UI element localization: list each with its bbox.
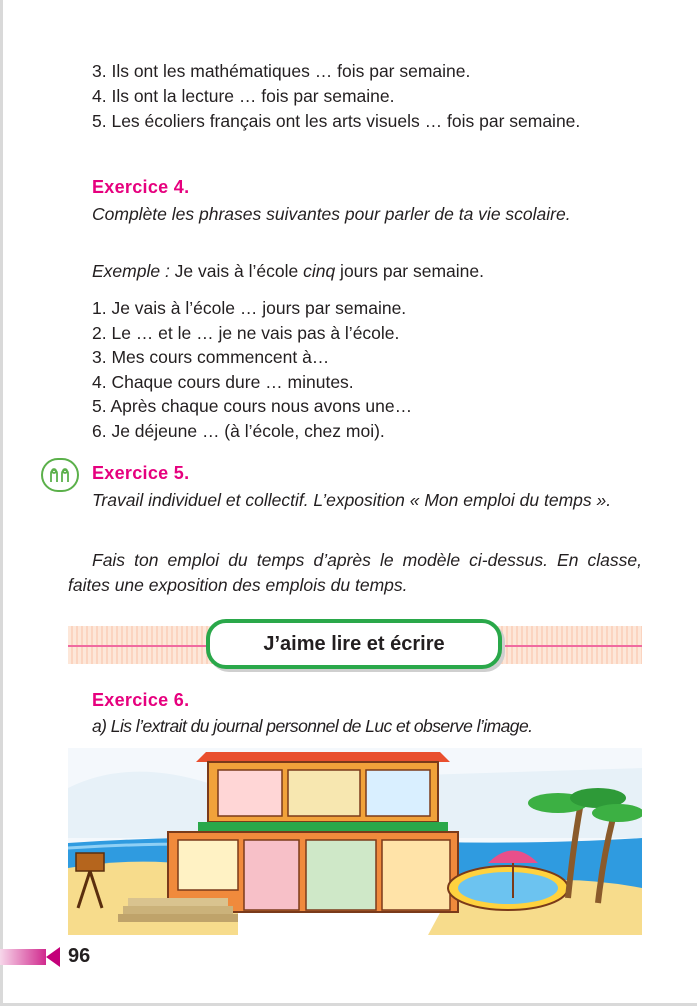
section-title: J’aime lire et écrire — [263, 633, 445, 655]
school-building-illustration — [68, 748, 642, 935]
exercise-6-title: Exercice 6. — [92, 690, 190, 710]
example-label: Exemple : — [92, 261, 170, 281]
list-item: 3. Mes cours commencent à… — [92, 347, 330, 367]
triangle-left-icon — [46, 947, 60, 967]
exercise-4-title: Exercice 4. — [92, 177, 190, 197]
exercise-5-task: Fais ton emploi du temps d’après le modèle ci-dessus. En classe, faites une exposition des emplois du temps. — [68, 550, 642, 595]
exercise-4-example — [68, 259, 642, 284]
list-item: 2. Le … et le … je ne vais pas à l’école. — [92, 322, 400, 343]
exercise-5-instruction: Travail individuel et collectif. L’exposition « Mon emploi du temps ». — [92, 490, 612, 510]
exercise-4-instruction: Complète les phrases suivantes pour parler de ta vie scolaire. — [92, 204, 571, 224]
exercise-5-title: Exercice 5. — [92, 463, 190, 483]
exercise-6-instruction: a) Lis l’extrait du journal personnel de Luc et observe l’image. — [92, 716, 533, 736]
pair-work-icon — [41, 458, 79, 492]
example-text-before: Je vais à l’école — [169, 261, 304, 281]
list-item: 5. Après chaque cours nous avons une… — [92, 396, 413, 416]
list-item: 6. Je déjeune … (à l’école, chez moi). — [92, 420, 385, 441]
section-title-box — [206, 619, 502, 669]
example-text-after: jours par semaine. — [335, 261, 485, 281]
list-item: 1. Je vais à l’école … jours par semaine. — [92, 298, 407, 318]
list-item: 3. Ils ont les mathématiques … fois par semaine. — [92, 61, 471, 81]
page-number: 96 — [68, 945, 91, 967]
exercise-4-list — [92, 296, 642, 443]
list-item: 5. Les écoliers français ont les arts visuels … fois par semaine. — [92, 111, 581, 131]
list-item: 4. Chaque cours dure … minutes. — [92, 371, 354, 392]
footer-bar — [0, 949, 46, 965]
list-item: 4. Ils ont la lecture … fois par semaine. — [92, 86, 395, 106]
example-word: cinq — [303, 261, 336, 281]
